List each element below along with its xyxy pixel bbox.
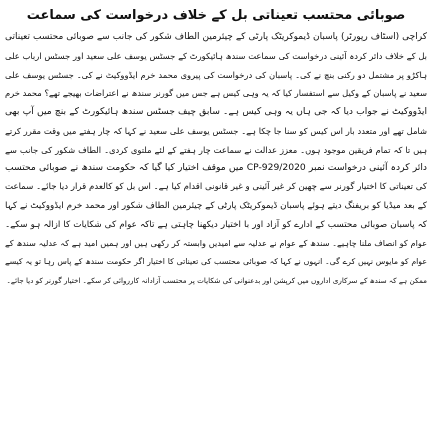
article-line: عوام کو انصاف ملنا چاہیے۔ سندھ کے عوام نے عدلیہ سے امیدیں وابستہ کر رکھی ہیں اور ہمیں امید ہے کہ عدلیہ سندھ کے xyxy=(5,238,427,249)
article-line: ہیں تا کہ تمام فریقین موجود ہوں۔ معزز عدالت نے سماعت چار ہفتے کے لئے ملتوی کردی۔ الطاف شکور کی جانب سے xyxy=(5,144,427,155)
article-line: دائر کردہ آئینی درخواست نمبر CP-929/2020 میں موقف اختیار کیا گیا کہ حکومت سندھ نے صوبائی محتسب xyxy=(5,162,427,174)
article-line: ایڈووکیٹ نے جواب دیا کہ جی ہاں یہ وہی کیس ہے۔ سابق چیف جسٹس سندھ ہائیکورٹ کے بنچ میں آپ بھی xyxy=(5,106,427,117)
article-line: کے بعد میڈیا کو بریفنگ دیتے ہوئے پاسبان ڈیموکریٹک پارٹی کے چیئرمین الطاف شکور اور محمد خرم ایڈووکیٹ نے کہا xyxy=(5,200,427,211)
article-body xyxy=(5,28,427,291)
article-line: ہاکڑو پر مشتمل دو رکنی بنچ نے کی۔ پاسبان کی درخواست کی پیروی محمد خرم ایڈووکیٹ نے کی۔ جسٹس یوسف علی xyxy=(5,69,427,80)
article-line: کہ پاسبان صوبائی محتسب کے ادارے کو آزاد اور با اختیار دیکھنا چاہتی ہے تاکہ عوام کی شکایات کا ازالہ ہو سکے۔ xyxy=(5,219,427,230)
article-headline: صوبائی محتسب تعیناتی بل کے خلاف درخواست کی سماعت xyxy=(26,8,406,23)
article-line: بل کے خلاف دائر کردہ آئینی درخواست کی سماعت سندھ ہائیکورٹ کے جسٹس یوسف علی سعید اور جسٹس ارباب علی xyxy=(5,50,427,61)
article-line: ممکن ہے کہ سندھ کے سرکاری اداروں میں کرپشن اور بدعنوانی کی شکایات پر محتسب آزادانہ کارروائی کر سکے۔ اختیار گورنر کو دیا جائے۔ xyxy=(6,275,427,285)
article-line: کراچی (اسٹاف رپورٹر) پاسبان ڈیموکریٹک پارٹی کے چیئرمین الطاف شکور کی جانب سے صوبائی محتسب تعیناتی xyxy=(5,32,427,42)
article-line: کی تعیناتی کا اختیار گورنر سے چھین کر غیر آئینی و غیر قانونی اقدام کیا ہے۔ اس بل کو کالعدم قرار دیا جائے۔ سماعت xyxy=(5,182,427,192)
article-line: سعید نے پاسبان کے وکیل سے استفسار کیا کہ یہ وہی کیس ہے جس میں گورنر سندھ نے اعتراضات بھیجے تھے؟ محمد خرم xyxy=(5,88,427,99)
article-line: عوام کو مایوس نہیں کرے گی۔ انہوں نے کہا کہ صوبائی محتسب کی تعیناتی کا اختیار اگر حکومت سندھ کے پاس رہا تو یہ کیسے xyxy=(5,257,427,266)
article-line: شامل تھے اور متعدد بار اس کیس کو سنا جا چکا ہے۔ جسٹس یوسف علی سعید نے کہا کہ چار ہفتے میں وقت مقرر کرتے xyxy=(5,125,427,136)
